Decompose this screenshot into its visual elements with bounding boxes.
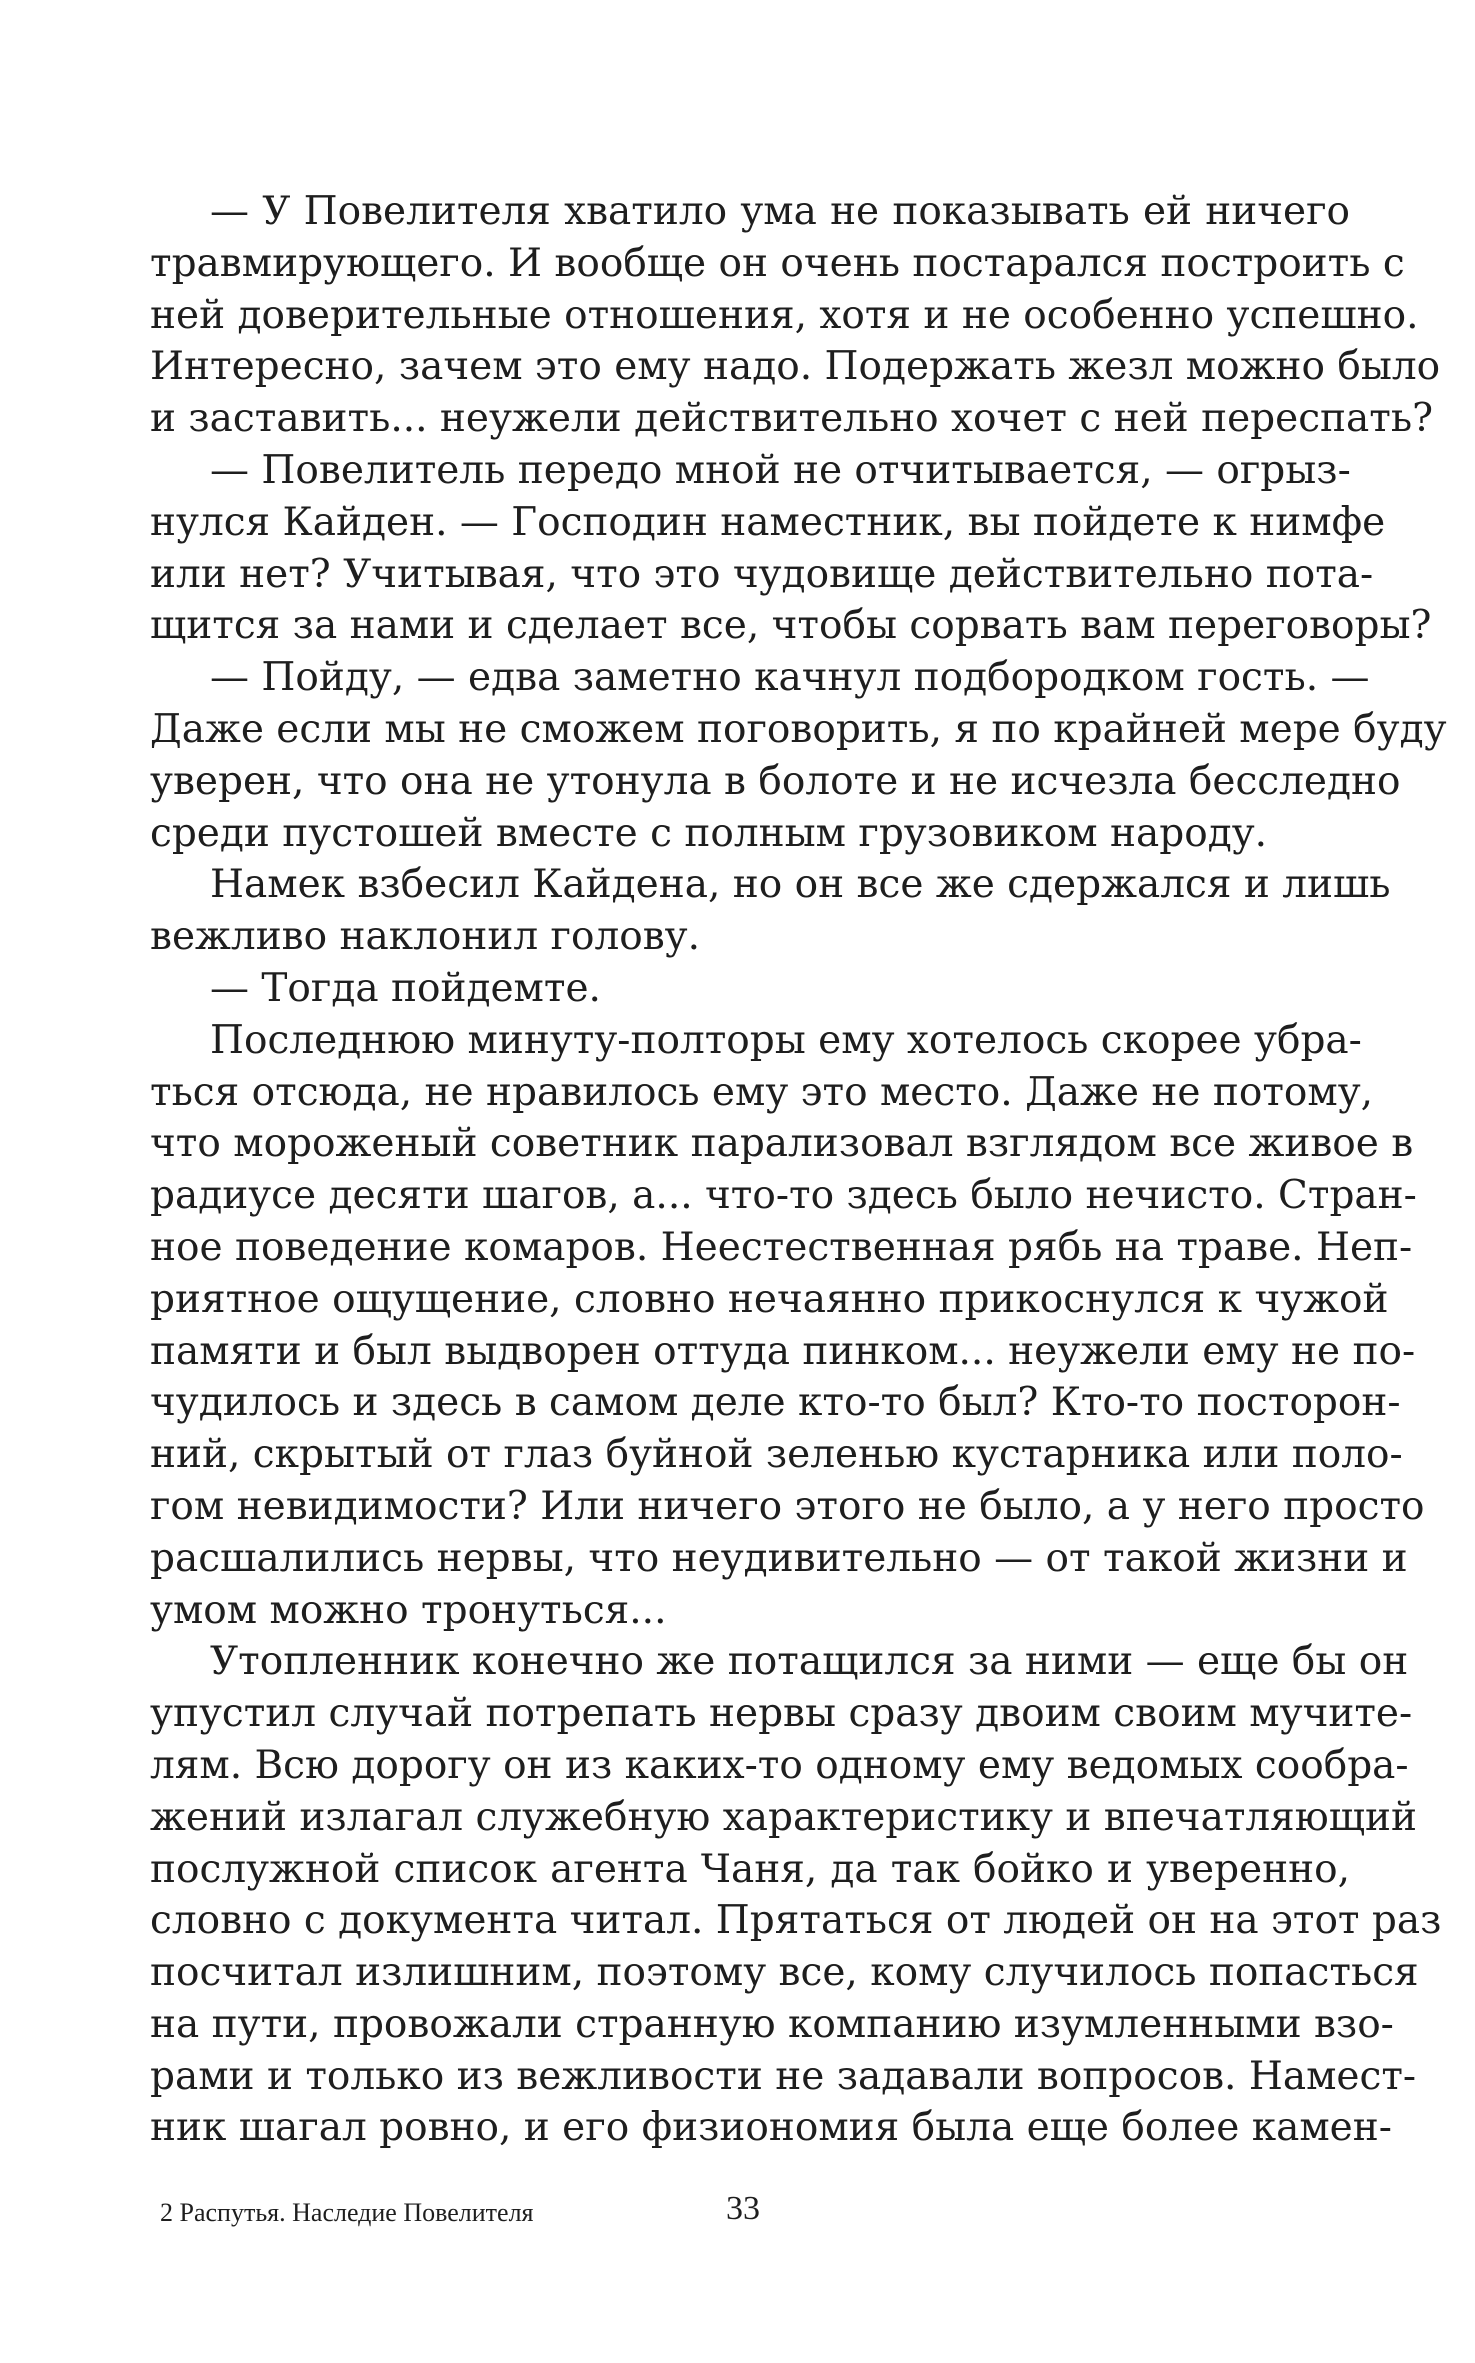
body-text xyxy=(150,186,1447,2154)
text-line: ней доверительные отношения, хотя и не особенно успешно. xyxy=(150,292,1419,338)
text-line: гом невидимости? Или ничего этого не было, а у него просто xyxy=(150,1483,1425,1529)
text-line: ться отсюда, не нравилось ему это место. Даже не потому, xyxy=(150,1069,1374,1115)
text-line: Интересно, зачем это ему надо. Подержать жезл можно было xyxy=(150,344,1441,390)
text-line: умом можно тронуться... xyxy=(150,1587,667,1633)
text-line: риятное ощущение, словно нечаянно прикоснулся к чужой xyxy=(150,1276,1389,1322)
text-line: посчитал излишним, поэтому все, кому случилось попасться xyxy=(150,1950,1419,1996)
text-line: щится за нами и сделает все, чтобы сорвать вам переговоры? xyxy=(150,603,1432,649)
text-line: упустил случай потрепать нервы сразу двоим своим мучите- xyxy=(150,1691,1413,1737)
text-line: на пути, провожали странную компанию изумленными взо- xyxy=(150,2001,1394,2047)
text-line: — Пойду, — едва заметно качнул подбородком гость. — xyxy=(210,655,1370,701)
text-line: или нет? Учитывая, что это чудовище действительно пота- xyxy=(150,551,1374,597)
text-line: послужной список агента Чаня, да так бойко и уверенно, xyxy=(150,1846,1350,1892)
text-line: лям. Всю дорогу он из каких-то одному ему ведомых сообра- xyxy=(150,1742,1409,1788)
text-line: Последнюю минуту-полторы ему хотелось скорее убра- xyxy=(210,1017,1362,1063)
text-line: — У Повелителя хватило ума не показывать ей ничего xyxy=(210,189,1350,234)
text-line: уверен, что она не утонула в болоте и не исчезла бесследно xyxy=(150,758,1401,804)
text-line: памяти и был выдворен оттуда пинком... неужели ему не по- xyxy=(150,1328,1416,1374)
printer-signature: 2 Распутья. Наследие Повелителя xyxy=(160,2198,534,2227)
page-number: 33 xyxy=(726,2190,760,2227)
text-line: ний, скрытый от глаз буйной зеленью кустарника или поло- xyxy=(150,1432,1403,1478)
text-line: что мороженый советник парализовал взглядом все живое в xyxy=(150,1121,1414,1167)
text-line: среди пустошей вместе с полным грузовиком народу. xyxy=(150,810,1268,856)
text-line: Намек взбесил Кайдена, но он все же сдержался и лишь xyxy=(210,862,1391,908)
text-line: жений излагал служебную характеристику и впечатляющий xyxy=(150,1794,1417,1840)
text-line: рами и только из вежливости не задавали вопросов. Намест- xyxy=(150,2053,1417,2099)
text-line: Утопленник конечно же потащился за ними — еще бы он xyxy=(210,1639,1409,1685)
text-line: словно с документа читал. Прятаться от людей он на этот раз xyxy=(150,1898,1442,1944)
text-line: и заставить... неужели действительно хочет с ней переспать? xyxy=(150,396,1434,442)
text-line: расшалились нервы, что неудивительно — от такой жизни и xyxy=(150,1535,1408,1581)
text-line: вежливо наклонил голову. xyxy=(150,914,701,960)
text-line: Даже если мы не сможем поговорить, я по крайней мере буду xyxy=(150,706,1447,752)
text-line: травмирующего. И вообще он очень постарался построить с xyxy=(150,240,1405,286)
text-line: радиусе десяти шагов, а... что-то здесь было нечисто. Стран- xyxy=(150,1173,1417,1219)
text-line: ное поведение комаров. Неестественная рябь на траве. Неп- xyxy=(150,1224,1413,1270)
text-line: ник шагал ровно, и его физиономия была еще более камен- xyxy=(150,2105,1392,2151)
text-line: — Повелитель передо мной не отчитывается, — огрыз- xyxy=(210,447,1351,493)
text-line: — Тогда пойдемте. xyxy=(210,965,601,1011)
text-line: чудилось и здесь в самом деле кто-то был? Кто-то посторон- xyxy=(150,1380,1401,1426)
text-line: нулся Кайден. — Господин наместник, вы пойдете к нимфе xyxy=(150,499,1386,545)
